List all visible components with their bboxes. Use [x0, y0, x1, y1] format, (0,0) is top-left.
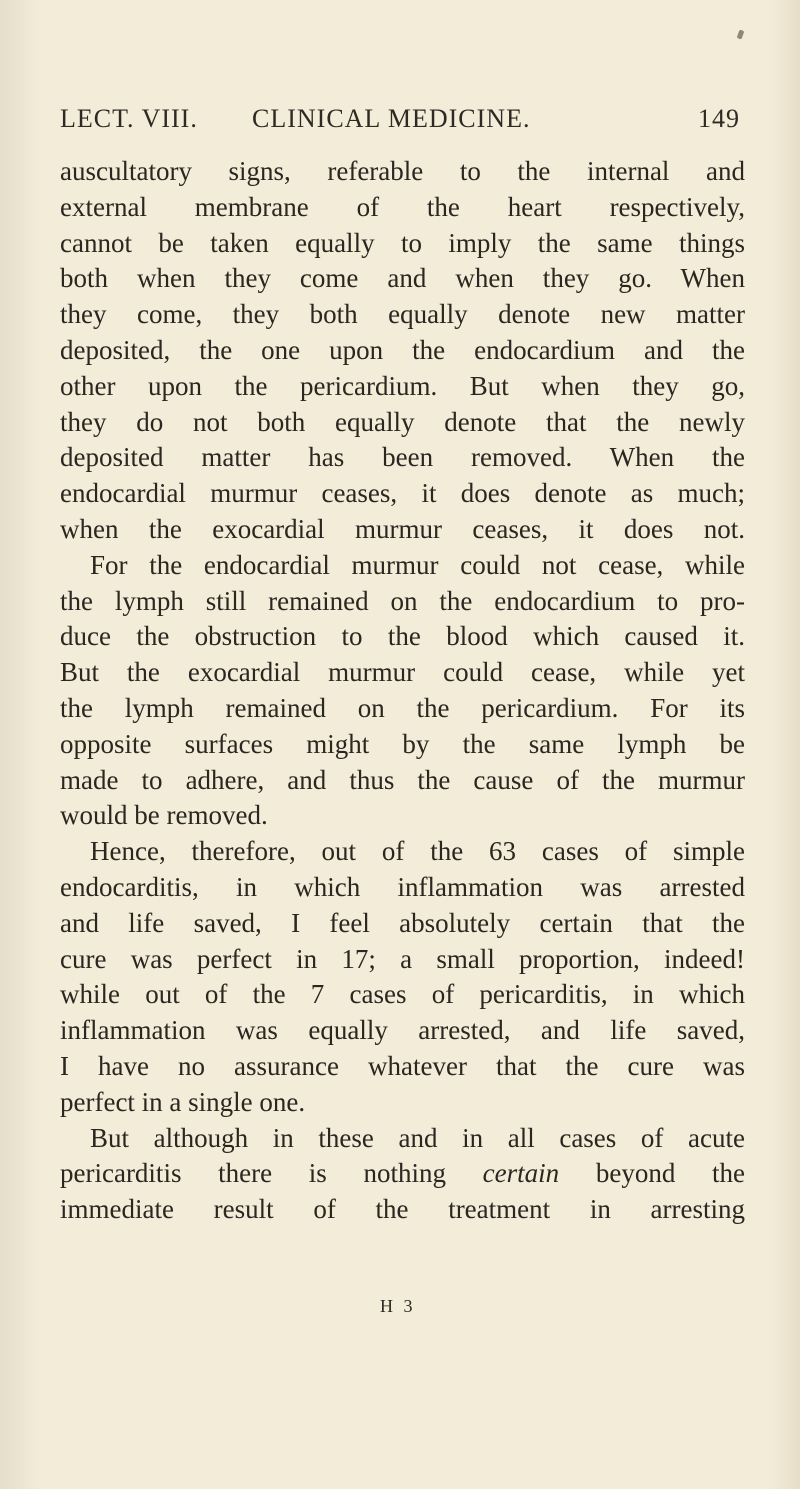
text-line: the lymph remained on the pericardium. For its	[60, 692, 745, 723]
text-line: and life saved, I feel absolutely certain that the	[60, 907, 745, 938]
text-line: inflammation was equally arrested, and life saved,	[60, 1015, 745, 1046]
text-line: auscultatory signs, referable to the internal and	[60, 156, 745, 186]
text-line: made to adhere, and thus the cause of the murmur	[60, 764, 745, 795]
text-line: deposited matter has been removed. When the	[60, 442, 745, 473]
text-line: they do not both equally denote that the newly	[60, 406, 745, 437]
text-line: Hence, therefore, out of the 63 cases of simple	[90, 836, 745, 867]
text-line: endocardial murmur ceases, it does denote as much;	[60, 478, 745, 509]
text-line: immediate result of the treatment in arresting	[60, 1194, 745, 1225]
text-line: perfect in a single one.	[60, 1086, 306, 1117]
text-line: duce the obstruction to the blood which caused it.	[60, 621, 745, 652]
signature-mark: H 3	[380, 1296, 416, 1316]
text-line: cannot be taken equally to imply the same things	[60, 227, 745, 258]
text-line: would be removed.	[60, 800, 268, 831]
text-line: they come, they both equally denote new matter	[60, 299, 745, 330]
lecture-number: LECT. VIII.	[60, 104, 198, 133]
text-line: other upon the pericardium. But when they go,	[60, 370, 745, 401]
emphasized-word: certain	[482, 1158, 560, 1189]
text-line: But the exocardial murmur could cease, while yet	[60, 657, 745, 688]
book-title: CLINICAL MEDICINE.	[252, 104, 531, 133]
text-line: the lymph still remained on the endocardium to pro-	[60, 585, 745, 616]
text-line: pericarditis there is nothing certain beyond the	[60, 1158, 745, 1189]
body-text	[60, 154, 745, 1228]
text-line: For the endocardial murmur could not cease, while	[90, 549, 745, 580]
text-line: both when they come and when they go. When	[60, 263, 745, 294]
text-line: cure was perfect in 17; a small proportion, indeed!	[60, 943, 745, 974]
text-line: opposite surfaces might by the same lymph be	[60, 728, 745, 759]
text-line: But although in these and in all cases of acute	[90, 1122, 745, 1153]
page-number: 149	[698, 104, 740, 133]
text-line: while out of the 7 cases of pericarditis, in which	[60, 979, 745, 1010]
ink-mark	[737, 29, 745, 39]
text-line: I have no assurance whatever that the cure was	[60, 1050, 745, 1081]
text-line: deposited, the one upon the endocardium and the	[60, 334, 745, 365]
text-line: external membrane of the heart respectively,	[60, 191, 745, 222]
text-line: when the exocardial murmur ceases, it does not.	[60, 513, 745, 544]
running-header	[60, 104, 740, 148]
text-line: endocarditis, in which inflammation was arrested	[60, 871, 745, 902]
